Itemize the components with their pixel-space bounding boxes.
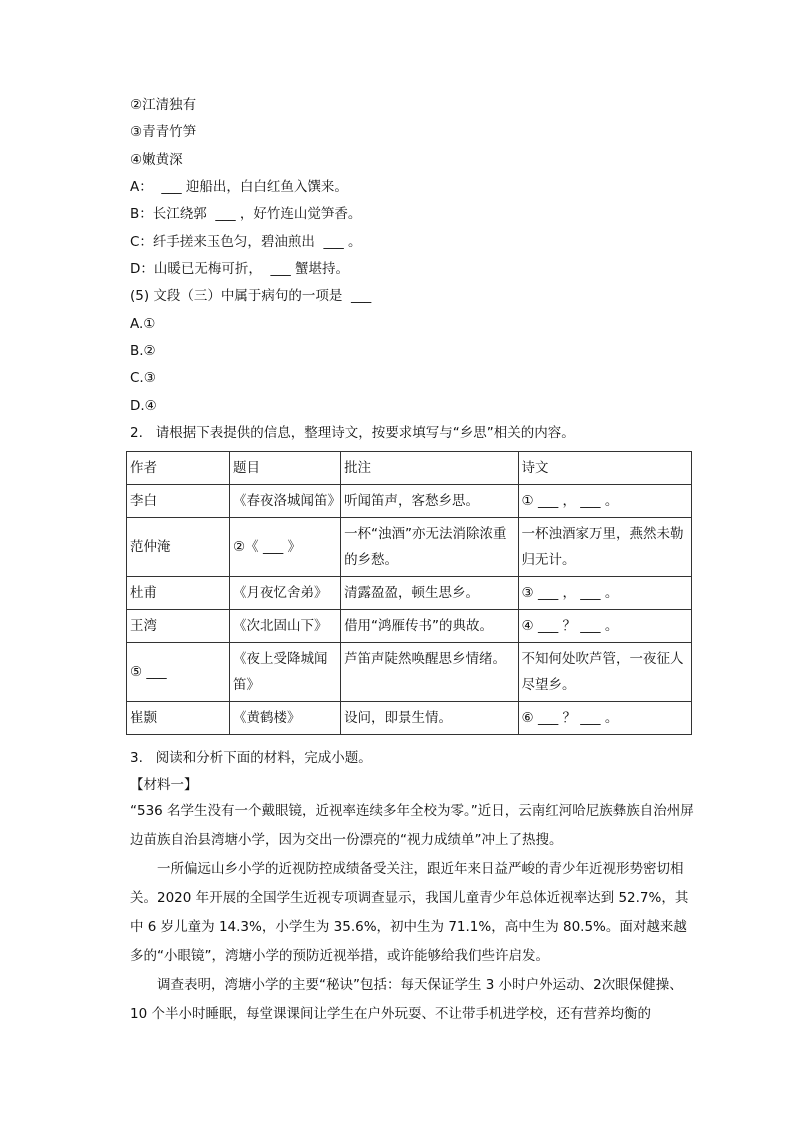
poem-table xyxy=(126,451,692,735)
poem-option-4: ④嫩黄深 xyxy=(130,152,183,168)
cell-author: 王湾 xyxy=(127,610,230,643)
fill-line-d: D：山暖已无梅可折， ___ 蟹堪持。 xyxy=(130,261,350,277)
cell-poem: ④ ___ ？ ___ 。 xyxy=(518,610,691,643)
table-row xyxy=(127,702,692,735)
table-row xyxy=(127,643,692,702)
fill-line-a: A： ___ 迎船出，白白红鱼入馔来。 xyxy=(130,179,348,195)
cell-title: ②《 ___ 》 xyxy=(230,518,341,577)
cell-poem: 不知何处吹芦管，一夜征人尽望乡。 xyxy=(518,643,691,702)
poem-option-2: ②江清独有 xyxy=(130,97,197,113)
cell-author: ⑤ ___ xyxy=(127,643,230,702)
fill-line-b: B：长江绕郭 ___ ，好竹连山觉笋香。 xyxy=(130,206,362,222)
cell-annotation: 清露盈盈，顿生思乡。 xyxy=(341,577,518,610)
cell-title: 《次北固山下》 xyxy=(230,610,341,643)
cell-author: 范仲淹 xyxy=(127,518,230,577)
cell-title: 《月夜忆舍弟》 xyxy=(230,577,341,610)
material-label: 【材料一】 xyxy=(130,777,198,793)
cell-annotation: 一杯“浊酒”亦无法消除浓重的乡愁。 xyxy=(341,518,518,577)
cell-author: 李白 xyxy=(127,485,230,518)
material-body xyxy=(130,797,696,1029)
cell-poem: ⑥ ___ ？ ___ 。 xyxy=(518,702,691,735)
cell-annotation: 借用“鸿雁传书”的典故。 xyxy=(341,610,518,643)
cell-annotation: 芦笛声陡然唤醒思乡情绪。 xyxy=(341,643,518,702)
question-5-stem: (5) 文段（三）中属于病句的一项是 ___ xyxy=(130,288,372,304)
paragraph: 调查表明，湾塘小学的主要“秘诀”包括：每天保证学生 3 小时户外运动、2次眼保健操、10 个半小时睡眠，每堂课课间让学生在户外玩耍、不让带手机进学校，还有营养均衡的 xyxy=(130,977,683,1022)
choice-b: B.② xyxy=(130,343,156,359)
cell-poem: ③ ___ ， ___ 。 xyxy=(518,577,691,610)
paragraph: 一所偏远山乡小学的近视防控成绩备受关注，跟近年来日益严峻的青少年近视形势密切相关。2020 年开展的全国学生近视专项调查显示，我国儿童青少年总体近视率达到 52.7%，其中 6 岁儿童为 14.3%，小学生为 35.6%，初中生为 71.1%，高中生为 80.5%。面对越来越多的“小眼镜”，湾塘小学的预防近视举措，或许能够给我们些许启发。 xyxy=(130,861,689,964)
cell-annotation: 设问，即景生情。 xyxy=(341,702,518,735)
cell-title: 《夜上受降城闻笛》 xyxy=(230,643,341,702)
choice-c: C.③ xyxy=(130,370,156,386)
table-row xyxy=(127,610,692,643)
question-3-title: 3. 阅读和分析下面的材料，完成小题。 xyxy=(130,750,372,766)
header-annotation: 批注 xyxy=(341,452,518,485)
header-author: 作者 xyxy=(127,452,230,485)
choice-a: A.① xyxy=(130,316,156,332)
fill-line-c: C：纤手搓来玉色匀，碧油煎出 ___ 。 xyxy=(130,234,362,250)
cell-annotation: 听闻笛声，客愁乡思。 xyxy=(341,485,518,518)
header-title: 题目 xyxy=(230,452,341,485)
cell-title: 《黄鹤楼》 xyxy=(230,702,341,735)
cell-title: 《春夜洛城闻笛》 xyxy=(230,485,341,518)
cell-author: 杜甫 xyxy=(127,577,230,610)
cell-author: 崔颢 xyxy=(127,702,230,735)
table-row xyxy=(127,518,692,577)
poem-option-3: ③青青竹笋 xyxy=(130,124,197,140)
cell-poem: ① ___ ， ___ 。 xyxy=(518,485,691,518)
paragraph: “536 名学生没有一个戴眼镜，近视率连续多年全校为零。”近日，云南红河哈尼族彝族自治州屏边苗族自治县湾塘小学，因为交出一份漂亮的“视力成绩单”冲上了热搜。 xyxy=(130,803,694,848)
header-poem: 诗文 xyxy=(518,452,691,485)
table-row xyxy=(127,577,692,610)
question-2-title: 2. 请根据下表提供的信息，整理诗文，按要求填写与“乡思”相关的内容。 xyxy=(130,425,575,441)
table-header-row xyxy=(127,452,692,485)
table-row xyxy=(127,485,692,518)
choice-d: D.④ xyxy=(130,398,157,414)
cell-poem: 一杯浊酒家万里，燕然未勒归无计。 xyxy=(518,518,691,577)
